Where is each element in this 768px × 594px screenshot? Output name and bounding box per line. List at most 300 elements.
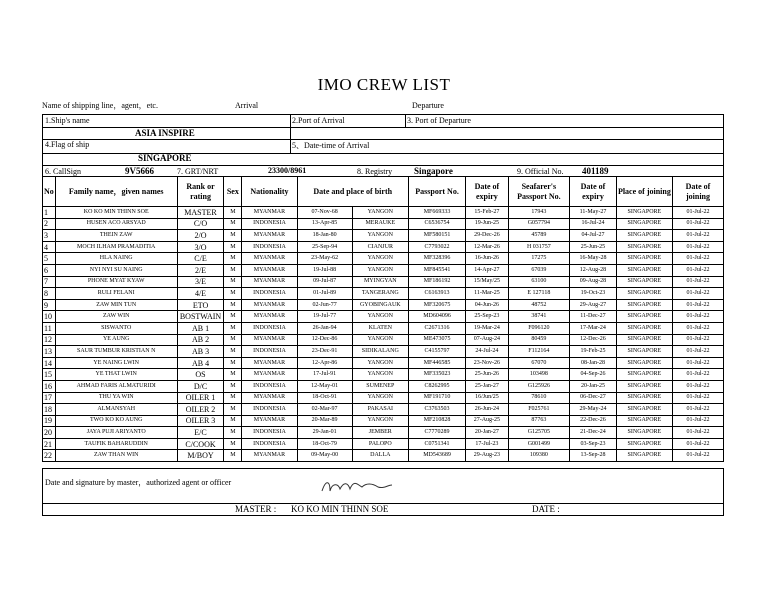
crew-cell: TANGERANG (352, 288, 408, 300)
crew-cell: 20-Jan-25 (570, 380, 617, 392)
crew-cell: 22 (43, 450, 56, 462)
crew-cell: MYANMAR (242, 369, 297, 381)
crew-cell: M (224, 357, 242, 369)
crew-cell: MYANMAR (242, 450, 297, 462)
crew-cell: SINGAPORE (616, 230, 672, 242)
crew-cell: MYANMAR (242, 230, 297, 242)
official-no-label: 9. Official No. (517, 167, 564, 176)
crew-cell: 20-Mar-89 (297, 415, 352, 427)
crew-cell: 01-Jul-22 (672, 253, 723, 265)
crew-cell: JEMBER (352, 427, 408, 439)
crew-cell: F096120 (508, 322, 570, 334)
master-name: KO KO MIN THINN SOE (291, 504, 389, 514)
column-header: Date and place of birth (297, 177, 408, 207)
crew-cell: C/COOK (177, 438, 224, 450)
column-header: Rank or rating (177, 177, 224, 207)
crew-cell: BOSTWAIN (177, 311, 224, 323)
crew-cell: 11-Dec-27 (570, 311, 617, 323)
crew-cell: M (224, 288, 242, 300)
crew-cell: 17-Mar-24 (570, 322, 617, 334)
crew-cell: 01-Jul-22 (672, 357, 723, 369)
crew-cell: MF669333 (408, 207, 465, 219)
crew-cell: 67070 (508, 357, 570, 369)
crew-cell: RULI FELANI (55, 288, 177, 300)
callsign-label: 6. CallSign (45, 167, 82, 176)
official-no-value: 401189 (582, 166, 609, 176)
crew-cell: 13-Apr-85 (297, 218, 352, 230)
crew-cell: DALLA (352, 450, 408, 462)
crew-cell: 02-Jun-77 (297, 299, 352, 311)
crew-cell: 6 (43, 264, 56, 276)
crew-cell: 12-Dec-26 (570, 334, 617, 346)
crew-cell: 16-Jul-24 (570, 218, 617, 230)
crew-cell: 19 (43, 415, 56, 427)
crew-cell: 01-Jul-22 (672, 427, 723, 439)
crew-cell: MF335023 (408, 369, 465, 381)
crew-cell: SINGAPORE (616, 334, 672, 346)
crew-cell: M (224, 207, 242, 219)
crew-cell: M (224, 253, 242, 265)
crew-cell: 4/E (177, 288, 224, 300)
crew-cell: M (224, 264, 242, 276)
crew-cell: SINGAPORE (616, 404, 672, 416)
crew-cell: YE THAT LWIN (55, 369, 177, 381)
crew-cell: 21 (43, 438, 56, 450)
crew-cell: INDONESIA (242, 241, 297, 253)
crew-cell: MOCH ILHAM PRAMADITIA (55, 241, 177, 253)
crew-cell: 29-Dec-26 (466, 230, 508, 242)
crew-row (43, 369, 724, 381)
crew-cell: ZAW THAN WIN (55, 450, 177, 462)
crew-cell: M (224, 427, 242, 439)
crew-cell: OILER 2 (177, 404, 224, 416)
date-arrival-label: 5、Date-time of Arrival (292, 141, 370, 150)
crew-row (43, 392, 724, 404)
crew-cell: 18-Oct-91 (297, 392, 352, 404)
crew-cell: MF328396 (408, 253, 465, 265)
crew-cell: 3/E (177, 276, 224, 288)
crew-cell: SINGAPORE (616, 357, 672, 369)
crew-cell: MYANMAR (242, 311, 297, 323)
crew-cell: MD543689 (408, 450, 465, 462)
crew-cell: YANGON (352, 311, 408, 323)
crew-cell: 04-Jun-26 (466, 299, 508, 311)
crew-cell: C6163913 (408, 288, 465, 300)
ships-name-value: ASIA INSPIRE (135, 128, 195, 138)
crew-cell: D/C (177, 380, 224, 392)
crew-cell: G125926 (508, 380, 570, 392)
crew-table (42, 176, 724, 462)
crew-cell: 20 (43, 427, 56, 439)
crew-cell: 04-Jul-27 (570, 230, 617, 242)
crew-cell: SINGAPORE (616, 288, 672, 300)
crew-cell: 04-Sep-26 (570, 369, 617, 381)
crew-cell: 87763 (508, 415, 570, 427)
column-header: Place of joining (616, 177, 672, 207)
crew-cell: ME473075 (408, 334, 465, 346)
crew-cell: 15-Feb-27 (466, 207, 508, 219)
crew-cell: G001499 (508, 438, 570, 450)
crew-cell: 12 (43, 334, 56, 346)
crew-cell: MYANMAR (242, 392, 297, 404)
footer-row (42, 503, 724, 515)
crew-cell: CIANJUR (352, 241, 408, 253)
crew-cell: 15 (43, 369, 56, 381)
crew-cell: 19-Jul-77 (297, 311, 352, 323)
date-label: DATE : (532, 504, 560, 514)
crew-cell: TWO KO KO AUNG (55, 415, 177, 427)
crew-cell: 01-Jul-22 (672, 311, 723, 323)
crew-table-header (43, 177, 724, 207)
crew-cell: 14-Apr-27 (466, 264, 508, 276)
crew-cell: 01-Jul-22 (672, 369, 723, 381)
crew-cell: MYANMAR (242, 334, 297, 346)
crew-cell: AB 4 (177, 357, 224, 369)
crew-cell: 12-Aug-28 (570, 264, 617, 276)
crew-cell: GYOBINGAUK (352, 299, 408, 311)
crew-cell: 20-Jan-27 (466, 427, 508, 439)
crew-cell: C7770289 (408, 427, 465, 439)
crew-cell: M (224, 299, 242, 311)
port-departure-label: 3. Port of Departure (407, 116, 471, 125)
crew-cell: 06-Dec-27 (570, 392, 617, 404)
crew-cell: SINGAPORE (616, 276, 672, 288)
crew-cell: 48752 (508, 299, 570, 311)
registry-value: Singapore (414, 166, 453, 176)
crew-cell: E/C (177, 427, 224, 439)
crew-cell: PAKASAI (352, 404, 408, 416)
crew-row (43, 218, 724, 230)
crew-cell: SAUR TUMBUR KRISTIAN N (55, 346, 177, 358)
crew-cell: 13-Sep-28 (570, 450, 617, 462)
crew-cell: 17275 (508, 253, 570, 265)
crew-cell: 9 (43, 299, 56, 311)
crew-cell: 3 (43, 230, 56, 242)
crew-cell: 16 (43, 380, 56, 392)
crew-cell: MF191710 (408, 392, 465, 404)
crew-cell: YE NAING LWIN (55, 357, 177, 369)
crew-cell: INDONESIA (242, 346, 297, 358)
crew-row (43, 380, 724, 392)
crew-cell: INDONESIA (242, 438, 297, 450)
crew-cell: 29-Aug-27 (570, 299, 617, 311)
crew-cell: M (224, 380, 242, 392)
crew-cell: AB 1 (177, 322, 224, 334)
crew-cell: SINGAPORE (616, 218, 672, 230)
crew-row (43, 404, 724, 416)
crew-row (43, 450, 724, 462)
shipping-line-label: Name of shipping line，agent，etc. (42, 101, 158, 110)
callsign-value: 9V5666 (125, 166, 154, 176)
crew-cell: 01-Jul-22 (672, 380, 723, 392)
crew-cell: 01-Jul-22 (672, 276, 723, 288)
crew-cell: 26-Jun-24 (466, 404, 508, 416)
crew-cell: 19-Oct-23 (570, 288, 617, 300)
crew-cell: 03-Sep-23 (570, 438, 617, 450)
crew-cell: 23-Dec-91 (297, 346, 352, 358)
crew-cell: M (224, 369, 242, 381)
crew-cell: INDONESIA (242, 322, 297, 334)
crew-cell: 16/Jun/25 (466, 392, 508, 404)
crew-cell: SUMENEP (352, 380, 408, 392)
crew-cell: MYANMAR (242, 207, 297, 219)
crew-cell: 29-Jan-01 (297, 427, 352, 439)
crew-cell: 12-May-01 (297, 380, 352, 392)
crew-cell: 7 (43, 276, 56, 288)
crew-cell: SIDIKALANG (352, 346, 408, 358)
crew-cell: YANGON (352, 207, 408, 219)
crew-cell: 26-Jan-94 (297, 322, 352, 334)
crew-cell: MERAUKE (352, 218, 408, 230)
crew-cell: 01-Jul-22 (672, 218, 723, 230)
crew-cell: 1 (43, 207, 56, 219)
crew-cell: THEIN ZAW (55, 230, 177, 242)
crew-cell: 11-May-27 (570, 207, 617, 219)
crew-cell: M (224, 346, 242, 358)
crew-cell: INDONESIA (242, 288, 297, 300)
crew-cell: 2 (43, 218, 56, 230)
column-header: Passport No. (408, 177, 465, 207)
crew-cell: SINGAPORE (616, 346, 672, 358)
crew-cell: 16-May-28 (570, 253, 617, 265)
master-label: MASTER : (235, 504, 277, 514)
crew-cell: AB 2 (177, 334, 224, 346)
crew-cell: C8262995 (408, 380, 465, 392)
crew-cell: M (224, 241, 242, 253)
column-header: No (43, 177, 56, 207)
column-header: Family name，given names (55, 177, 177, 207)
crew-cell: 63100 (508, 276, 570, 288)
crew-cell: INDONESIA (242, 218, 297, 230)
crew-cell: HLA NAING (55, 253, 177, 265)
crew-cell: 08-Jan-28 (570, 357, 617, 369)
crew-cell: HUSEN ACO ARSYAD (55, 218, 177, 230)
crew-cell: YANGON (352, 415, 408, 427)
crew-cell: 11 (43, 322, 56, 334)
crew-cell: 103498 (508, 369, 570, 381)
crew-cell: 21-Dec-24 (570, 427, 617, 439)
crew-cell: JAYA PUJI ARIYANTO (55, 427, 177, 439)
crew-cell: YE AUNG (55, 334, 177, 346)
crew-row (43, 357, 724, 369)
crew-cell: 01-Jul-22 (672, 264, 723, 276)
crew-row (43, 311, 724, 323)
crew-cell: 01-Jul-22 (672, 288, 723, 300)
column-header: Date of expiry (466, 177, 508, 207)
crew-cell: INDONESIA (242, 380, 297, 392)
crew-cell: 109380 (508, 450, 570, 462)
crew-cell: 09-May-00 (297, 450, 352, 462)
crew-row (43, 299, 724, 311)
crew-cell: G125705 (508, 427, 570, 439)
crew-cell: 19-Mar-24 (466, 322, 508, 334)
crew-cell: MF186192 (408, 276, 465, 288)
crew-cell: F112164 (508, 346, 570, 358)
crew-cell: M (224, 311, 242, 323)
crew-cell: NYI NYI SU NAING (55, 264, 177, 276)
crew-cell: 25-Jun-26 (466, 369, 508, 381)
crew-cell: MYANMAR (242, 276, 297, 288)
crew-cell: YANGON (352, 334, 408, 346)
departure-label: Departure (412, 101, 444, 110)
ships-name-label: 1.Ship's name (45, 116, 90, 125)
crew-cell: 8 (43, 288, 56, 300)
crew-cell: 18-Oct-79 (297, 438, 352, 450)
crew-cell: SISWANTO (55, 322, 177, 334)
column-header: Date of joining (672, 177, 723, 207)
crew-cell: M (224, 392, 242, 404)
crew-cell: M (224, 415, 242, 427)
column-header: Date of expiry (570, 177, 617, 207)
crew-cell: YANGON (352, 392, 408, 404)
crew-cell: OS (177, 369, 224, 381)
crew-cell: 29-May-24 (570, 404, 617, 416)
crew-cell: SINGAPORE (616, 369, 672, 381)
crew-cell: 01-Jul-22 (672, 392, 723, 404)
crew-cell: M (224, 230, 242, 242)
crew-cell: 78610 (508, 392, 570, 404)
crew-cell: 38741 (508, 311, 570, 323)
crew-row (43, 322, 724, 334)
crew-row (43, 241, 724, 253)
crew-cell: 01-Jul-22 (672, 299, 723, 311)
crew-row (43, 276, 724, 288)
crew-cell: TAUFIK BAHARUDDIN (55, 438, 177, 450)
crew-cell: 02-Mar-97 (297, 404, 352, 416)
crew-cell: PALOPO (352, 438, 408, 450)
crew-cell: 25-Jan-27 (466, 380, 508, 392)
crew-cell: 23-Nov-26 (466, 357, 508, 369)
crew-cell: SINGAPORE (616, 427, 672, 439)
crew-cell: MF845541 (408, 264, 465, 276)
crew-cell: H 031757 (508, 241, 570, 253)
crew-row (43, 346, 724, 358)
crew-cell: MYANMAR (242, 357, 297, 369)
crew-cell: AB 3 (177, 346, 224, 358)
crew-cell: 18-Jan-80 (297, 230, 352, 242)
crew-cell: YANGON (352, 357, 408, 369)
crew-cell: SINGAPORE (616, 450, 672, 462)
crew-cell: 29-Aug-23 (466, 450, 508, 462)
crew-cell: SINGAPORE (616, 299, 672, 311)
crew-cell: 2/O (177, 230, 224, 242)
crew-cell: 45789 (508, 230, 570, 242)
crew-cell: SINGAPORE (616, 392, 672, 404)
crew-cell: 12-Dec-86 (297, 334, 352, 346)
crew-cell: 14 (43, 357, 56, 369)
crew-cell: 01-Jul-22 (672, 230, 723, 242)
crew-cell: SINGAPORE (616, 380, 672, 392)
crew-cell: G057794 (508, 218, 570, 230)
crew-cell: 01-Jul-22 (672, 450, 723, 462)
document-title: IMO CREW LIST (317, 75, 451, 94)
crew-row (43, 427, 724, 439)
crew-cell: 23-May-62 (297, 253, 352, 265)
crew-cell: M (224, 322, 242, 334)
crew-cell: YANGON (352, 264, 408, 276)
crew-cell: 25-Jun-25 (570, 241, 617, 253)
crew-cell: OILER 3 (177, 415, 224, 427)
grt-value: 23300/8961 (268, 166, 307, 175)
crew-cell: ZAW MIN TUN (55, 299, 177, 311)
flag-label: 4.Flag of ship (45, 140, 90, 149)
crew-cell: C0751341 (408, 438, 465, 450)
crew-cell: INDONESIA (242, 404, 297, 416)
crew-cell: 01-Jul-89 (297, 288, 352, 300)
grt-label: 7. GRT/NRT (177, 167, 219, 176)
crew-cell: C4155797 (408, 346, 465, 358)
crew-cell: MF446585 (408, 357, 465, 369)
flag-value: SINGAPORE (138, 153, 192, 163)
column-header: Sex (224, 177, 242, 207)
crew-cell: M (224, 438, 242, 450)
crew-cell: YANGON (352, 369, 408, 381)
crew-cell: C7793022 (408, 241, 465, 253)
crew-cell: C6536754 (408, 218, 465, 230)
crew-cell: F025761 (508, 404, 570, 416)
arrival-label: Arrival (235, 101, 259, 110)
ship-info-header (42, 114, 724, 166)
crew-cell: MF580151 (408, 230, 465, 242)
crew-cell: SINGAPORE (616, 207, 672, 219)
crew-cell: SINGAPORE (616, 253, 672, 265)
crew-cell: MASTER (177, 207, 224, 219)
crew-cell: C3763503 (408, 404, 465, 416)
crew-cell: MYANMAR (242, 415, 297, 427)
crew-cell: ZAW WIN (55, 311, 177, 323)
crew-cell: 3/O (177, 241, 224, 253)
crew-cell: 25-Sep-23 (466, 311, 508, 323)
crew-cell: 25-Sep-94 (297, 241, 352, 253)
port-arrival-label: 2.Port of Arrival (292, 116, 345, 125)
crew-cell: THU YA WIN (55, 392, 177, 404)
crew-cell: PHONE MYAT KYAW (55, 276, 177, 288)
signature-label: Date and signature by master，authorized agent or officer (45, 478, 232, 487)
crew-row (43, 230, 724, 242)
crew-cell: 5 (43, 253, 56, 265)
crew-cell: M/BOY (177, 450, 224, 462)
crew-cell: SINGAPORE (616, 322, 672, 334)
crew-cell: ETO (177, 299, 224, 311)
crew-cell: AHMAD FARIS ALMATURIDI (55, 380, 177, 392)
crew-cell: 01-Jul-22 (672, 415, 723, 427)
crew-cell: SINGAPORE (616, 311, 672, 323)
crew-cell: 18 (43, 404, 56, 416)
crew-cell: YANGON (352, 253, 408, 265)
crew-cell: SINGAPORE (616, 415, 672, 427)
crew-cell: 2/E (177, 264, 224, 276)
crew-cell: SINGAPORE (616, 241, 672, 253)
crew-cell: 01-Jul-22 (672, 346, 723, 358)
crew-cell: C2671316 (408, 322, 465, 334)
crew-cell: 67039 (508, 264, 570, 276)
crew-cell: C/O (177, 218, 224, 230)
column-header: Nationality (242, 177, 297, 207)
crew-row (43, 415, 724, 427)
crew-row (43, 207, 724, 219)
crew-cell: 17-Jul-23 (466, 438, 508, 450)
crew-cell: OILER 1 (177, 392, 224, 404)
crew-cell: MYANMAR (242, 299, 297, 311)
crew-row (43, 264, 724, 276)
crew-cell: 11-Mar-25 (466, 288, 508, 300)
signature-scribble-icon (318, 475, 398, 497)
crew-cell: MF210828 (408, 415, 465, 427)
registry-label: 8. Registry (357, 167, 393, 176)
crew-cell: M (224, 450, 242, 462)
crew-cell: ALMANSYAH (55, 404, 177, 416)
crew-cell: 01-Jul-22 (672, 334, 723, 346)
